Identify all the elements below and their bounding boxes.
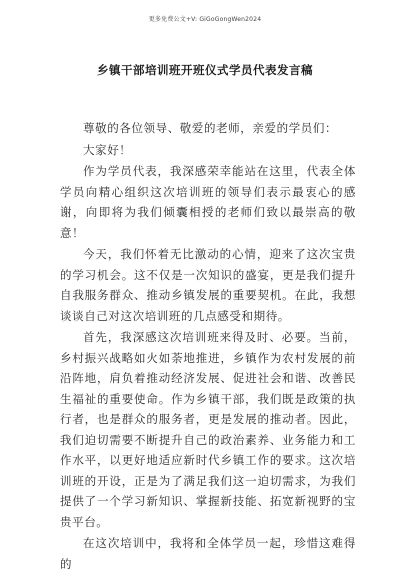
greeting: 大家好！ (83, 142, 132, 157)
paragraph-2: 今天，我们怀着无比激动的心情，迎来了这次宝贵的学习机会。这不仅是一次知识的盛宴，更是我们提升自我服务群众、推动乡镇发展的重要契机。在此，我想谈谈自己对这次培训班的几点感受和期待。 (60, 247, 356, 323)
salutation: 尊敬的各位领导、敬爱的老师，亲爱的学员们： (83, 121, 338, 135)
header-note: 更多免费公文+V: GiGoGongWen2024 (148, 16, 262, 23)
paragraph-1: 作为学员代表，我深感荣幸能站在这里，代表全体学员向精心组织这次培训班的领导们表示最衷心的感谢，向即将为我们倾囊相授的老师们致以最崇高的敬意！ (60, 164, 356, 240)
document-title: 乡镇干部培训班开班仪式学员代表发言稿 (97, 63, 313, 77)
paragraph-4: 在这次培训中，我将和全体学员一起，珍惜这难得的 (60, 536, 356, 571)
document-body (60, 118, 356, 575)
paragraph-3: 首先，我深感这次培训班来得及时、必要。当前，乡村振兴战略如火如荼地推进，乡镇作为农村发展的前沿阵地，肩负着推动经济发展、促进社会和谐、改善民生福祉的重要使命。作为乡镇干部，我们既是政策的执行者，也是群众的服务者，更是发展的推动者。因此，我们迫切需要不断提升自己的政治素养、业务能力和工作水平，以更好地适应新时代乡镇工作的要求。这次培训班的开设，正是为了满足我们这一迫切需求，为我们提供了一个学习新知识、掌握新技能、拓宽新视野的宝贵平台。 (60, 330, 356, 529)
